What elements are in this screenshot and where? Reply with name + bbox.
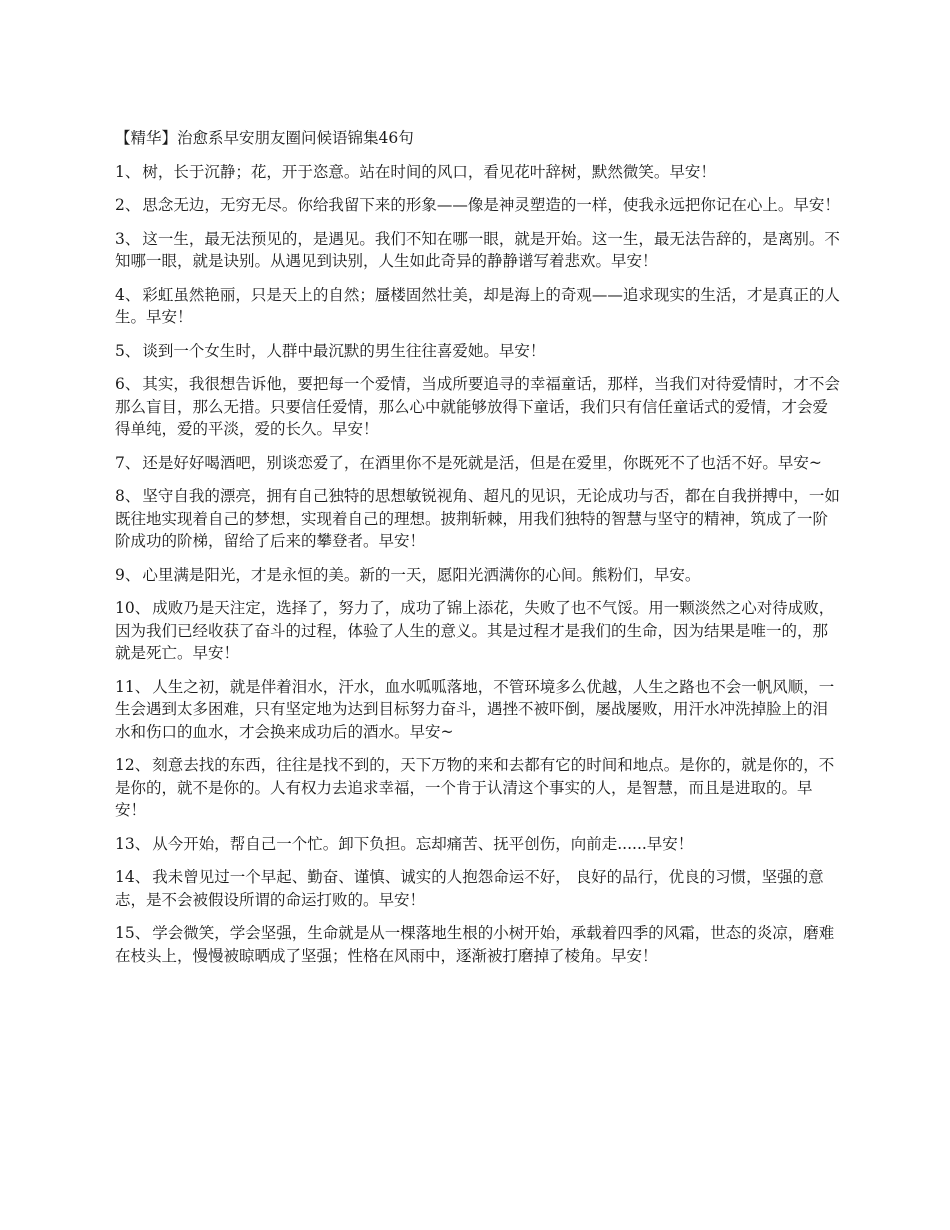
paragraph-1	[115, 161, 840, 184]
paragraph-number: 15、	[115, 924, 151, 942]
paragraph-11	[115, 676, 840, 744]
paragraph-text: 成败乃是天注定，选择了，努力了，成功了锦上添花，失败了也不气馁。用一颗淡然之心对待成败，因为我们已经收获了奋斗的过程，体验了人生的意义。其是过程才是我们的生命，因为结果是唯一的，那就是死亡。早安！	[115, 599, 835, 662]
paragraph-number: 14、	[115, 868, 151, 886]
paragraph-number: 3、	[115, 229, 141, 248]
paragraph-text: 这一生，最无法预见的，是遇见。我们不知在哪一眼，就是开始。这一生，最无法告辞的，是离别。不知哪一眼，就是诀别。从遇见到诀别，人生如此奇异的静静谱写着悲欢。早安！	[115, 229, 840, 270]
paragraph-number: 6、	[115, 375, 141, 393]
paragraph-number: 9、	[115, 565, 141, 584]
paragraph-7	[115, 452, 840, 475]
paragraph-text: 思念无边，无穷无尽。你给我留下来的形象——像是神灵塑造的一样，使我永远把你记在心上。早安！	[142, 196, 840, 214]
paragraph-number: 11、	[115, 677, 151, 696]
paragraph-text: 还是好好喝酒吧，别谈恋爱了，在酒里你不是死就是活，但是在爱里，你既死不了也活不好。早安~	[142, 453, 822, 472]
paragraph-15	[115, 922, 840, 967]
paragraph-3	[115, 228, 840, 273]
paragraph-number: 10、	[115, 599, 151, 617]
paragraph-12	[115, 754, 840, 822]
paragraph-number: 12、	[115, 756, 151, 774]
paragraph-text: 心里满是阳光，才是永恒的美。新的一天，愿阳光洒满你的心间。熊粉们，早安。	[142, 565, 701, 584]
paragraph-number: 5、	[115, 341, 141, 360]
paragraph-5	[115, 340, 840, 363]
paragraph-text: 学会微笑，学会坚强，生命就是从一棵落地生根的小树开始，承载着四季的风霜，世态的炎凉，磨难在枝头上，慢慢被晾晒成了坚强；性格在风雨中，逐渐被打磨掉了棱角。早安！	[115, 924, 835, 965]
paragraph-13	[115, 833, 840, 856]
paragraph-number: 7、	[115, 453, 141, 472]
paragraph-2	[115, 194, 840, 217]
paragraph-9	[115, 564, 840, 587]
paragraph-number: 1、	[115, 162, 141, 181]
paragraph-6	[115, 373, 840, 441]
paragraph-text: 刻意去找的东西，往往是找不到的，天下万物的来和去都有它的时间和地点。是你的，就是你的，不是你的，就不是你的。人有权力去追求幸福，一个肯于认清这个事实的人，是智慧，而且是进取的。早安！	[115, 756, 835, 819]
paragraph-text: 人生之初，就是伴着泪水，汗水，血水呱呱落地，不管环境多么优越，人生之路也不会一帆风顺，一生会遇到太多困难，只有坚定地为达到目标努力奋斗，遇挫不被吓倒，屡战屡败，用汗水冲洗掉脸上的泪水和伤口的血水，才会换来成功后的酒水。早安~	[115, 677, 835, 741]
paragraph-text: 谈到一个女生时，人群中最沉默的男生往往喜爱她。早安！	[142, 341, 546, 360]
paragraph-number: 4、	[115, 285, 141, 304]
paragraph-number: 2、	[115, 196, 141, 214]
paragraph-list	[115, 161, 840, 968]
paragraph-14	[115, 866, 840, 911]
paragraph-text: 我未曾见过一个早起、勤奋、谨慎、诚实的人抱怨命运不好， 良好的品行，优良的习惯，坚强的意志，是不会被假设所谓的命运打败的。早安！	[115, 868, 824, 909]
paragraph-text: 坚守自我的漂亮，拥有自己独特的思想敏锐视角、超凡的见识，无论成功与否，都在自我拼搏中，一如既往地实现着自己的梦想，实现着自己的理想。披荆斩棘，用我们独特的智慧与坚守的精神，筑成了一阶阶成功的阶梯，留给了后来的攀登者。早安！	[115, 487, 840, 550]
paragraph-number: 13、	[115, 834, 151, 853]
paragraph-10	[115, 597, 840, 665]
document-page	[115, 127, 840, 978]
paragraph-8	[115, 485, 840, 553]
paragraph-text: 树，长于沉静；花，开于恣意。站在时间的风口，看见花叶辞树，默然微笑。早安！	[142, 162, 716, 181]
paragraph-number: 8、	[115, 487, 141, 505]
paragraph-text: 彩虹虽然艳丽，只是天上的自然；蜃楼固然壮美，却是海上的奇观——追求现实的生活，才是真正的人生。早安！	[115, 285, 840, 326]
paragraph-text: 从今开始，帮自己一个忙。卸下负担。忘却痛苦、抚平创伤，向前走......早安！	[152, 834, 694, 853]
document-title: 【精华】治愈系早安朋友圈问候语锦集46句	[115, 129, 414, 147]
paragraph-4	[115, 284, 840, 329]
paragraph-text: 其实，我很想告诉他，要把每一个爱情，当成所要追寻的幸福童话，那样，当我们对待爱情时，才不会那么盲目，那么无措。只要信任爱情，那么心中就能够放得下童话，我们只有信任童话式的爱情，才会爱得单纯，爱的平淡，爱的长久。早安！	[115, 375, 840, 438]
